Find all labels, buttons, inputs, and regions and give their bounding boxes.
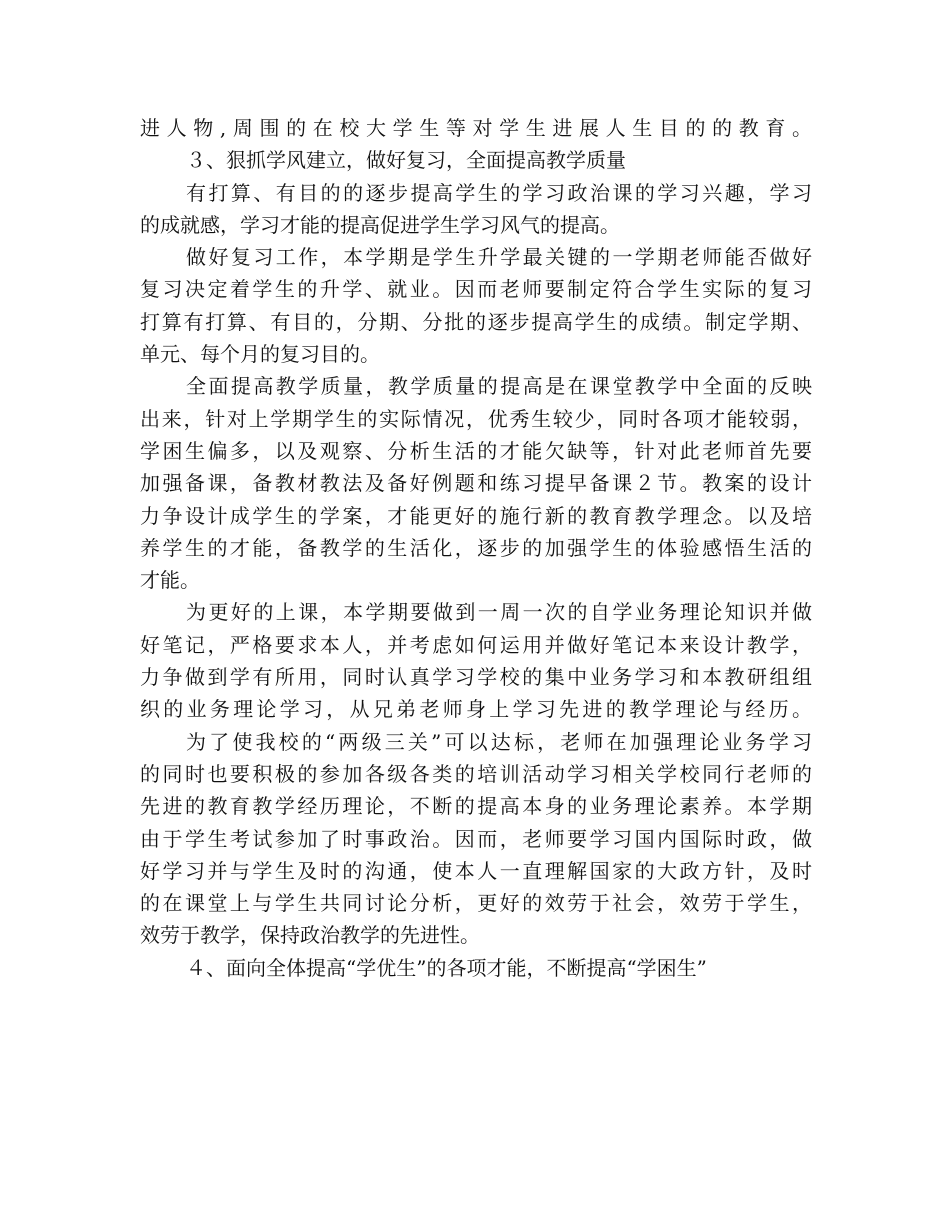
text-line: 加强备课，备教材教法及备好例题和练习提早备课２节。教案的设计 [140, 471, 812, 496]
text-line: 出来，针对上学期学生的实际情况，优秀生较少，同时各项才能较弱， [140, 406, 812, 431]
section-heading: ４、面向全体提高“学优生”的各项才能，不断提高“学困生” [186, 955, 707, 980]
text-line: 学困生偏多，以及观察、分析生活的才能欠缺等，针对此老师首先要 [140, 438, 812, 463]
text-line: 好学习并与学生及时的沟通，使本人一直理解国家的大政方针，及时 [140, 858, 812, 883]
text-line: 才能。 [140, 568, 200, 593]
text-line: 先进的教育教学经历理论，不断的提高本身的业务理论素养。本学期 [140, 794, 812, 819]
text-line: 的在课堂上与学生共同讨论分析，更好的效劳于社会，效劳于学生， [140, 891, 812, 916]
text-line: 有打算、有目的的逐步提高学生的学习政治课的学习兴趣，学习 [186, 180, 812, 205]
text-line: 力争设计成学生的学案，才能更好的施行新的教育教学理念。以及培 [140, 503, 812, 528]
text-line: 织的业务理论学习，从兄弟老师身上学习先进的教学理论与经历。 [140, 697, 812, 722]
text-line: 的同时也要积极的参加各级各类的培训活动学习相关学校同行老师的 [140, 761, 812, 786]
text-line: 力争做到学有所用，同时认真学习学校的集中业务学习和本教研组组 [140, 665, 812, 690]
text-line: 全面提高教学质量，教学质量的提高是在课堂教学中全面的反映 [186, 374, 812, 399]
text-line: 的成就感，学习才能的提高促进学生学习风气的提高。 [140, 212, 620, 237]
text-line: 效劳于教学，保持政治教学的先进性。 [140, 923, 480, 948]
text-line: 为更好的上课，本学期要做到一周一次的自学业务理论知识并做 [186, 600, 812, 625]
section-heading: ３、狠抓学风建立，做好复习，全面提高教学质量 [186, 148, 626, 173]
text-line: 为了使我校的“两级三关”可以达标，老师在加强理论业务学习 [186, 729, 812, 754]
text-line: 由于学生考试参加了时事政治。因而，老师要学习国内国际时政，做 [140, 826, 812, 851]
document-body [140, 112, 812, 984]
text-line: 好笔记，严格要求本人，并考虑如何运用并做好笔记本来设计教学， [140, 632, 812, 657]
text-line: 复习决定着学生的升学、就业。因而老师要制定符合学生实际的复习 [140, 277, 812, 302]
text-line: 养学生的才能，备教学的生活化，逐步的加强学生的体验感悟生活的 [140, 535, 812, 560]
text-line: 做好复习工作，本学期是学生升学最关键的一学期老师能否做好 [186, 245, 812, 270]
text-line: 单元、每个月的复习目的。 [140, 342, 380, 367]
text-line: 打算有打算、有目的，分期、分批的逐步提高学生的成绩。制定学期、 [140, 309, 812, 334]
text-line: 进人物,周围的在校大学生等对学生进展人生目的的教育。 [140, 116, 812, 140]
